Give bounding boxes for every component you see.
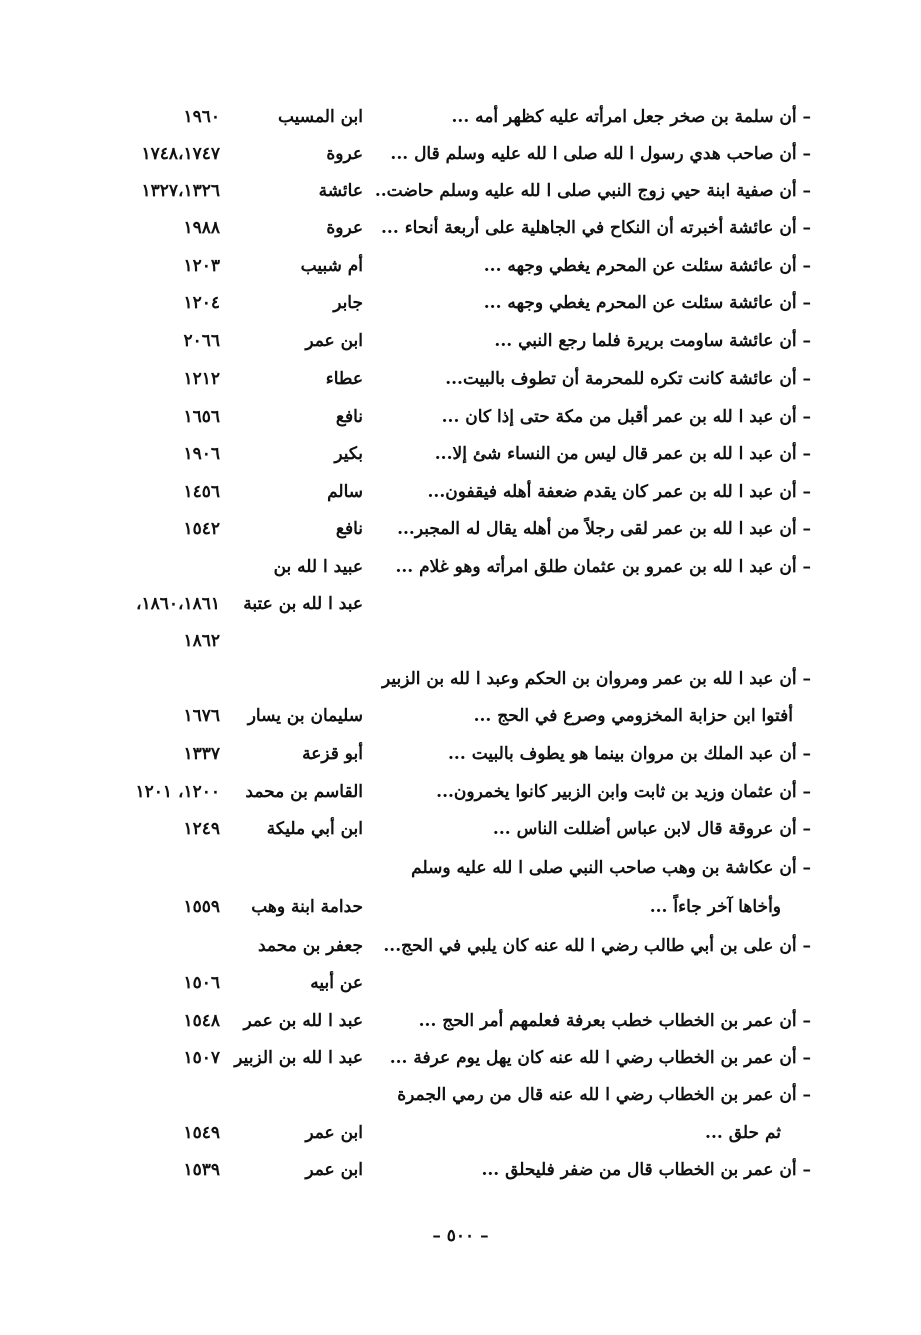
entry-reference: ١٦٥٦ <box>183 407 220 427</box>
page-number: – ٥٠٠ – <box>432 1226 489 1246</box>
entry-narrator: بكير <box>334 444 363 464</box>
entry-reference: ١٩٨٨ <box>183 218 220 238</box>
index-entry <box>0 362 921 396</box>
index-entry <box>0 775 921 809</box>
entry-text: – أن عائشة أخبرته أن النكاح في الجاهلية على أربعة أنحاء ... <box>381 218 811 238</box>
entry-reference: ١٨٦٠،١٨٦١، <box>135 594 220 614</box>
entry-narrator: ابن عمر <box>305 331 363 351</box>
entry-reference: ١٥٠٦ <box>183 973 220 993</box>
entry-narrator: ابن أبي مليكة <box>266 819 363 839</box>
entry-reference: ١٩٦٠ <box>183 107 220 127</box>
index-entry <box>0 624 921 658</box>
entry-narrator: ابن عمر <box>305 1123 363 1143</box>
index-entry <box>0 929 921 963</box>
entry-reference: ١٥٣٩ <box>183 1160 220 1180</box>
entry-reference: ١٤٥٦ <box>183 482 220 502</box>
index-entry <box>0 1041 921 1075</box>
index-entry <box>0 1004 921 1038</box>
entry-reference: ٢٠٦٦ <box>183 331 220 351</box>
entry-text: – أن صاحب هدي رسول ا لله صلى ا لله عليه وسلم قال ... <box>390 144 811 164</box>
entry-reference: ١٢٠٣ <box>183 256 220 276</box>
entry-reference: ١٥٠٧ <box>183 1048 220 1068</box>
entry-narrator: عروة <box>326 218 363 238</box>
index-entry <box>0 324 921 358</box>
entry-text: – أن على بن أبي طالب رضي ا لله عنه كان يلبي في الحج... <box>383 936 811 956</box>
entry-text: – أن عكاشة بن وهب صاحب النبي صلى ا لله عليه وسلم <box>411 858 811 878</box>
index-entry <box>0 512 921 546</box>
entry-narrator: عروة <box>326 144 363 164</box>
entry-text: – أن عروقة قال لابن عباس أضللت الناس ... <box>492 819 811 839</box>
entry-text: – أن عائشة ساومت بريرة فلما رجع النبي ... <box>494 331 811 351</box>
entry-reference: ١٥٤٩ <box>183 1123 220 1143</box>
entry-reference: ١٧٤٨،١٧٤٧ <box>141 144 220 164</box>
entry-text: – أن عبد ا لله بن عمرو بن عثمان طلق امرأته وهو غلام ... <box>395 557 811 577</box>
entry-narrator: عائشة <box>318 181 363 201</box>
entry-narrator: سليمان بن يسار <box>247 706 363 726</box>
index-entry <box>0 286 921 320</box>
entry-text: – أن عبد ا لله بن عمر كان يقدم ضعفة أهله فيقفون... <box>427 482 811 502</box>
entry-narrator: أبو قزعة <box>302 744 363 764</box>
entry-reference: ١٩٠٦ <box>183 444 220 464</box>
index-entry <box>0 174 921 208</box>
entry-reference: ١٢٠٠، ١٢٠١ <box>135 782 220 802</box>
index-entry <box>0 737 921 771</box>
entry-text: – أن عبد ا لله بن عمر قال ليس من النساء شئ إلا... <box>434 444 811 464</box>
index-entry <box>0 1153 921 1187</box>
index-entry <box>0 1078 921 1112</box>
entry-narrator: سالم <box>327 482 363 502</box>
entry-narrator: القاسم بن محمد <box>245 782 363 802</box>
entry-narrator: عن أبيه <box>310 973 363 993</box>
entry-narrator: عبيد ا لله بن <box>273 557 363 577</box>
entry-text: – أن سلمة بن صخر جعل امرأته عليه كظهر أمه ... <box>451 107 811 127</box>
entry-reference: ١٨٦٢ <box>183 631 220 651</box>
entry-reference: ١٢١٢ <box>183 369 220 389</box>
index-entry <box>0 587 921 621</box>
entry-narrator: أم شبيب <box>300 256 363 276</box>
entry-narrator: عبد ا لله بن عتبة <box>243 594 363 614</box>
entry-reference: ١٦٧٦ <box>183 706 220 726</box>
entry-text: – أن عمر بن الخطاب خطب بعرفة فعلمهم أمر الحج ... <box>418 1011 811 1031</box>
entry-narrator: جابر <box>333 293 363 313</box>
index-entry <box>0 400 921 434</box>
entry-text: – أن عثمان وزيد بن ثابت وابن الزبير كانوا يخمرون... <box>436 782 811 802</box>
entry-reference: ١٣٣٧ <box>183 744 220 764</box>
entry-text: وأخاها آخر جاءاً ... <box>649 897 781 917</box>
entry-text: – أن عائشة سئلت عن المحرم يغطي وجهه ... <box>483 256 811 276</box>
index-entry <box>0 966 921 1000</box>
index-entry <box>0 249 921 283</box>
entry-text: – أن عبد ا لله بن عمر ومروان بن الحكم وعبد ا لله بن الزبير <box>381 669 811 689</box>
index-entry <box>0 1116 921 1150</box>
entry-text: – أن عبد الملك بن مروان بينما هو يطوف بالبيت ... <box>448 744 811 764</box>
entry-text: – أن صفية ابنة حيي زوج النبي صلى ا لله عليه وسلم حاضت.. <box>374 181 811 201</box>
entry-reference: ١٥٤٢ <box>183 519 220 539</box>
index-entry <box>0 137 921 171</box>
index-entry <box>0 851 921 885</box>
entry-narrator: نافع <box>335 407 363 427</box>
entry-narrator: ابن عمر <box>305 1160 363 1180</box>
entry-text: – أن عبد ا لله بن عمر لقى رجلاً من أهله يقال له المجبر... <box>397 519 811 539</box>
entry-text: – أن عائشة كانت تكره للمحرمة أن تطوف بالبيت... <box>445 369 811 389</box>
entry-reference: ١٢٠٤ <box>183 293 220 313</box>
entry-reference: ١٢٤٩ <box>183 819 220 839</box>
index-entry <box>0 437 921 471</box>
entry-narrator: نافع <box>335 519 363 539</box>
entry-narrator: عبد ا لله بن الزبير <box>234 1048 363 1068</box>
index-entry <box>0 890 921 924</box>
entry-narrator: ابن المسيب <box>277 107 363 127</box>
index-entry <box>0 550 921 584</box>
index-entry <box>0 100 921 134</box>
entry-narrator: عبد ا لله بن عمر <box>243 1011 363 1031</box>
entry-narrator: حدامة ابنة وهب <box>251 897 363 917</box>
entry-reference: ١٣٢٧،١٣٢٦ <box>141 181 220 201</box>
index-entry <box>0 662 921 696</box>
index-entry <box>0 475 921 509</box>
entry-text: – أن عمر بن الخطاب قال من ضفر فليحلق ... <box>481 1160 811 1180</box>
entry-reference: ١٥٥٩ <box>183 897 220 917</box>
entry-narrator: عطاء <box>325 369 363 389</box>
entry-narrator: جعفر بن محمد <box>257 936 363 956</box>
entry-text: ثم حلق ... <box>705 1123 781 1143</box>
index-entry <box>0 211 921 245</box>
index-entry <box>0 812 921 846</box>
entry-text: – أن عائشة سئلت عن المحرم يغطي وجهه ... <box>483 293 811 313</box>
entry-text: – أن عمر بن الخطاب رضي ا لله عنه قال من رمي الجمرة <box>397 1085 811 1105</box>
entry-text: – أن عمر بن الخطاب رضي ا لله عنه كان يهل يوم عرفة ... <box>389 1048 811 1068</box>
index-entry <box>0 699 921 733</box>
entry-reference: ١٥٤٨ <box>183 1011 220 1031</box>
entry-text: أفتوا ابن حزابة المخزومي وصرع في الحج ... <box>473 706 793 726</box>
entry-text: – أن عبد ا لله بن عمر أقبل من مكة حتى إذا كان ... <box>441 407 811 427</box>
